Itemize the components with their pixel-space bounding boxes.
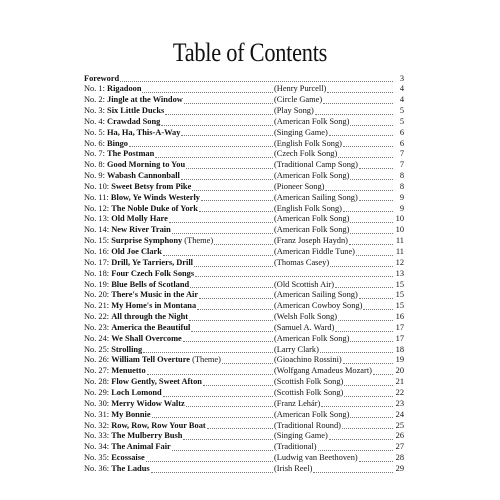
- toc-entry-number: No. 36:: [84, 463, 112, 473]
- toc-entry-number: No. 26:: [84, 355, 112, 365]
- toc-entry-number: No. 30:: [84, 398, 112, 408]
- toc-entry-source: (Franz Lehár): [274, 398, 321, 408]
- toc-entry-number: No. 20:: [84, 290, 112, 300]
- dot-leader: [350, 124, 393, 126]
- toc-entry-song-title: Row, Row, Row Your Boat: [111, 420, 206, 430]
- toc-entry-source: (American Folk Song): [274, 333, 350, 343]
- toc-entry-number: No. 5:: [84, 127, 108, 137]
- toc-entry-page-number: 3: [399, 73, 404, 83]
- toc-entry-source: (Gioachino Rossini): [274, 355, 342, 365]
- toc-entry-page-number: 5: [399, 116, 404, 126]
- toc-entry-number: No. 4:: [84, 116, 108, 126]
- toc-entry-song-title: Rigadoon: [107, 84, 142, 94]
- toc-entry-title: [84, 280, 189, 291]
- toc-entry[interactable]: [84, 345, 404, 356]
- toc-entry-source: (English Folk Song): [274, 138, 342, 148]
- toc-entry-number: No. 2:: [84, 95, 108, 105]
- toc-entry-number: No. 21:: [84, 301, 112, 311]
- toc-entry[interactable]: [84, 269, 404, 280]
- page-title: Table of Contents: [172, 38, 328, 67]
- toc-entry-number: No. 17:: [84, 257, 112, 267]
- dot-leader: [349, 243, 393, 245]
- dot-leader: [327, 91, 393, 93]
- toc-entry[interactable]: [84, 431, 404, 442]
- toc-entry-note: (Theme): [182, 236, 214, 246]
- dot-leader: [344, 395, 393, 397]
- toc-entry-song-title: Blue Bells of Scotland: [111, 279, 190, 289]
- toc-entry-number: No. 18:: [84, 268, 112, 278]
- toc-entry[interactable]: [84, 247, 404, 258]
- toc-entry-song-title: Sweet Betsy from Pike: [111, 181, 192, 191]
- toc-entry-page-number: 28: [395, 453, 404, 463]
- toc-entry-song-title: The Animal Fair: [111, 442, 171, 452]
- toc-entry[interactable]: [84, 377, 404, 388]
- toc-entry-title: [84, 312, 188, 323]
- toc-entry-song-title: Loch Lomond: [111, 387, 162, 397]
- toc-entry-number: No. 8:: [84, 160, 108, 170]
- dot-leader: [350, 416, 393, 418]
- toc-entry-source: (Welsh Folk Song): [274, 312, 338, 322]
- toc-entry-number: No. 33:: [84, 431, 112, 441]
- dot-leader: [163, 254, 273, 256]
- toc-entry[interactable]: [84, 421, 404, 432]
- dot-leader: [190, 286, 273, 288]
- toc-entry-song-title: Ecossaise: [111, 453, 145, 463]
- toc-entry-source: (Play Song): [274, 106, 314, 116]
- toc-entry-title: [84, 204, 198, 215]
- toc-entry-song-title: We Shall Overcome: [111, 333, 182, 343]
- toc-entry[interactable]: [84, 464, 404, 475]
- toc-entry-source: (Samuel A. Ward): [274, 322, 335, 332]
- toc-entry[interactable]: [84, 204, 404, 215]
- toc-entry-song-title: The Noble Duke of York: [111, 203, 198, 213]
- toc-entry-title: [84, 442, 171, 453]
- toc-entry-title: Foreword: [84, 73, 120, 83]
- toc-entry[interactable]: [84, 312, 404, 323]
- toc-entry-page-number: 11: [395, 236, 404, 246]
- toc-entry-page-number: 29: [395, 463, 404, 473]
- toc-entry[interactable]: [84, 442, 404, 453]
- toc-entry[interactable]: [84, 128, 404, 139]
- toc-entry-number: No. 10:: [84, 181, 112, 191]
- toc-entry-source: (Ludwig van Beethoven): [274, 453, 358, 463]
- toc-entry-title: [84, 345, 142, 356]
- toc-entry-source: (American Folk Song): [274, 171, 350, 181]
- toc-entry[interactable]: [84, 139, 404, 150]
- toc-entry-source: (Traditional Round): [274, 420, 341, 430]
- dot-leader: [359, 297, 393, 299]
- toc-entry-source: (Scottish Folk Song): [274, 387, 344, 397]
- toc-entry-source: (Wolfgang Amadeus Mozart): [274, 366, 372, 376]
- toc-entry-title: [84, 171, 180, 182]
- toc-entry-song-title: Ha, Ha, This-A-Way: [107, 127, 181, 137]
- toc-entry-title: [84, 193, 200, 204]
- dot-leader: [146, 460, 273, 462]
- toc-entry-page-number: 23: [395, 398, 404, 408]
- toc-entry-number: No. 14:: [84, 225, 112, 235]
- toc-entry-note: (Theme): [190, 355, 221, 365]
- toc-entry-page-number: 6: [399, 127, 404, 137]
- toc-entry-song-title: William Tell Overture: [111, 355, 191, 365]
- toc-entry[interactable]: [84, 366, 404, 377]
- toc-entry-page-number: 7: [399, 149, 404, 159]
- toc-entry-title: [84, 290, 198, 301]
- toc-entry-page-number: 26: [395, 431, 404, 441]
- toc-entry-number: No. 7:: [84, 149, 108, 159]
- toc-entry-page-number: 16: [395, 312, 404, 322]
- toc-entry-page-number: 17: [395, 333, 404, 343]
- toc-entry-song-title: Drill, Ye Tarriers, Drill: [111, 257, 194, 267]
- dot-leader: [186, 167, 273, 169]
- dot-leader: [183, 438, 273, 440]
- dot-leader: [359, 199, 393, 201]
- toc-entry[interactable]: [84, 355, 404, 366]
- toc-entry-page-number: 18: [395, 344, 404, 354]
- toc-entry-page-number: 20: [395, 366, 404, 376]
- toc-entry-song-title: The Postman: [107, 149, 155, 159]
- toc-entry-page-number: 17: [395, 322, 404, 332]
- dot-leader: [344, 384, 393, 386]
- dot-leader: [222, 362, 273, 364]
- dot-leader: [199, 297, 273, 299]
- dot-leader: [343, 145, 393, 147]
- toc-entry-source: (American Folk Song): [274, 225, 350, 235]
- toc-entry-title: [84, 106, 164, 117]
- toc-entry-song-title: My Bonnie: [111, 409, 151, 419]
- toc-entry[interactable]: [84, 149, 404, 160]
- toc-entry[interactable]: [84, 95, 404, 106]
- toc-entry-title: [84, 377, 202, 388]
- toc-entry-title: [84, 464, 150, 475]
- toc-entry-title: [84, 84, 141, 95]
- dot-leader: [191, 330, 273, 332]
- toc-entry-number: No. 15:: [84, 236, 112, 246]
- table-of-contents: [84, 74, 404, 475]
- dot-leader: [350, 232, 393, 234]
- toc-entry[interactable]: [84, 171, 404, 182]
- toc-entry-page-number: 9: [399, 192, 404, 202]
- toc-entry-page-number: 12: [395, 257, 404, 267]
- toc-entry-song-title: Good Morning to You: [107, 160, 186, 170]
- toc-entry-title: [84, 139, 128, 150]
- toc-entry[interactable]: [84, 193, 404, 204]
- toc-entry-source: (American Folk Song): [274, 116, 350, 126]
- dot-leader: [155, 156, 273, 158]
- toc-entry[interactable]: [84, 301, 404, 312]
- toc-entry[interactable]: [84, 117, 404, 128]
- toc-entry-song-title: Jingle at the Window: [107, 95, 183, 105]
- dot-leader: [373, 373, 393, 375]
- dot-leader: [129, 145, 273, 147]
- dot-leader: [329, 134, 393, 136]
- toc-entry-source: (Scottish Folk Song): [274, 377, 344, 387]
- toc-entry[interactable]: [84, 399, 404, 410]
- toc-entry-number: No. 1:: [84, 84, 108, 94]
- toc-entry-title: [84, 323, 190, 334]
- dot-leader: [172, 449, 273, 451]
- toc-entry-number: No. 16:: [84, 247, 112, 256]
- dot-leader: [203, 384, 273, 386]
- dot-leader: [184, 102, 273, 104]
- toc-entry-source: (Singing Game): [274, 431, 328, 441]
- toc-entry-number: No. 24:: [84, 333, 112, 343]
- toc-entry-source: (Traditional Camp Song): [274, 160, 358, 170]
- toc-entry-number: No. 27:: [84, 366, 112, 376]
- dot-leader: [321, 405, 393, 407]
- toc-entry-title: [84, 128, 180, 139]
- toc-entry-song-title: America the Beautiful: [111, 322, 191, 332]
- toc-entry-title: [84, 149, 154, 160]
- toc-entry-number: No. 35:: [84, 453, 112, 463]
- toc-entry-song-title: My Home's in Montana: [111, 301, 197, 311]
- dot-leader: [359, 167, 393, 169]
- toc-entry-title: [84, 355, 221, 366]
- toc-entry-song-title: Four Czech Folk Songs: [111, 268, 195, 278]
- toc-entry-source: (American Sailing Song): [274, 192, 358, 202]
- toc-entry-title: [84, 410, 151, 421]
- toc-entry-title: [84, 258, 193, 269]
- toc-entry-source: (Czech Folk Song): [274, 149, 338, 159]
- dot-leader: [359, 460, 393, 462]
- toc-entry[interactable]: [84, 214, 404, 225]
- toc-entry[interactable]: [84, 160, 404, 171]
- toc-entry-title: [84, 160, 185, 171]
- dot-leader: [169, 221, 273, 223]
- toc-entry-title: [84, 388, 162, 399]
- toc-entry-source: (Old Scottish Air): [274, 279, 335, 289]
- toc-entry-number: No. 22:: [84, 312, 112, 322]
- dot-leader: [186, 405, 273, 407]
- dot-leader: [163, 395, 273, 397]
- dot-leader: [320, 351, 393, 353]
- dot-leader: [147, 373, 273, 375]
- toc-entry-song-title: The Mulberry Bush: [111, 431, 183, 441]
- dot-leader: [189, 319, 273, 321]
- dot-leader: [350, 340, 393, 342]
- dot-leader: [152, 416, 273, 418]
- toc-entry-source: (American Sailing Song): [274, 290, 358, 300]
- dot-leader: [183, 340, 273, 342]
- dot-leader: [313, 471, 393, 473]
- toc-entry[interactable]: [84, 453, 404, 464]
- toc-entry-page-number: 13: [395, 268, 404, 278]
- dot-leader: [142, 91, 273, 93]
- toc-entry-song-title: There's Music in the Air: [111, 290, 199, 300]
- dot-leader: [343, 210, 393, 212]
- toc-entry-page-number: 7: [399, 160, 404, 170]
- toc-entry-title: [84, 236, 213, 247]
- toc-entry-page-number: 11: [395, 247, 404, 256]
- dot-leader: [207, 427, 273, 429]
- toc-entry-page-number: 21: [395, 377, 404, 387]
- toc-entry-song-title: Crawdad Song: [107, 116, 161, 126]
- dot-leader: [199, 210, 273, 212]
- toc-entry-page-number: 15: [395, 279, 404, 289]
- dot-leader: [335, 330, 393, 332]
- toc-entry-song-title: Old Joe Clark: [111, 247, 162, 256]
- toc-entry-title: [84, 421, 206, 432]
- toc-entry-number: No. 31:: [84, 409, 112, 419]
- toc-entry-song-title: Strolling: [111, 344, 143, 354]
- toc-entry-page-number: 8: [399, 181, 404, 191]
- toc-entry-page-number: 4: [399, 95, 404, 105]
- toc-entry-page-number: 22: [395, 387, 404, 397]
- toc-entry-song-title: Merry Widow Waltz: [111, 398, 185, 408]
- toc-entry-page-number: 27: [395, 442, 404, 452]
- toc-entry-song-title: The Ladus: [111, 463, 150, 473]
- toc-entry-title: [84, 453, 145, 464]
- toc-entry-number: No. 12:: [84, 203, 112, 213]
- dot-leader: [342, 427, 393, 429]
- toc-entry-source: (English Folk Song): [274, 203, 342, 213]
- toc-entry-page-number: 15: [395, 290, 404, 300]
- dot-leader: [192, 189, 273, 191]
- toc-entry-title: [84, 247, 162, 258]
- dot-leader: [181, 178, 273, 180]
- toc-entry-source: (Franz Joseph Haydn): [274, 236, 348, 246]
- toc-entry-title: [84, 214, 168, 225]
- dot-leader: [197, 308, 273, 310]
- toc-entry-page-number: 5: [399, 106, 404, 116]
- toc-entry-page-number: 6: [399, 138, 404, 148]
- toc-entry[interactable]: [84, 236, 404, 247]
- dot-leader: [181, 134, 273, 136]
- toc-entry[interactable]: [84, 182, 404, 193]
- dot-leader: [165, 113, 273, 115]
- toc-entry[interactable]: [84, 334, 404, 345]
- toc-entry-source: (American Folk Song): [274, 214, 350, 224]
- toc-entry-number: No. 25:: [84, 344, 112, 354]
- toc-entry[interactable]: [84, 280, 404, 291]
- toc-entry-source: (Traditional): [274, 442, 317, 452]
- toc-entry-number: No. 29:: [84, 387, 112, 397]
- dot-leader: [214, 243, 273, 245]
- dot-leader: [330, 265, 393, 267]
- toc-entry[interactable]: [84, 290, 404, 301]
- dot-leader: [350, 178, 393, 180]
- toc-entry-song-title: Bingo: [107, 138, 128, 148]
- toc-entry-song-title: Six Little Ducks: [107, 106, 165, 116]
- toc-entry-source: (Thomas Casey): [274, 257, 330, 267]
- dot-leader: [315, 113, 393, 115]
- dot-leader: [151, 471, 273, 473]
- dot-leader: [201, 199, 273, 201]
- dot-leader: [338, 319, 393, 321]
- dot-leader: [329, 438, 393, 440]
- dot-leader: [338, 156, 393, 158]
- toc-entry-page-number: 15: [395, 301, 404, 311]
- toc-entry-page-number: 4: [399, 84, 404, 94]
- toc-entry-title: [84, 95, 183, 106]
- toc-entry[interactable]: [84, 225, 404, 236]
- toc-entry-page-number: 8: [399, 171, 404, 181]
- toc-entry-number: No. 6:: [84, 138, 108, 148]
- toc-entry-page-number: 9: [399, 203, 404, 213]
- dot-leader: [120, 80, 393, 82]
- toc-entry-song-title: Menuetto: [111, 366, 146, 376]
- toc-entry[interactable]: [84, 74, 404, 85]
- dot-leader: [335, 286, 393, 288]
- dot-leader: [363, 308, 393, 310]
- toc-entry-page-number: 10: [395, 225, 404, 235]
- toc-entry-title: [84, 334, 182, 345]
- toc-entry-title: [84, 399, 185, 410]
- toc-entry-source: (Circle Game): [274, 95, 323, 105]
- toc-entry-page-number: 24: [395, 409, 404, 419]
- toc-entry-song-title: Old Molly Hare: [111, 214, 168, 224]
- toc-entry-number: No. 23:: [84, 322, 112, 332]
- toc-entry-source: (Pioneer Song): [274, 181, 325, 191]
- toc-entry[interactable]: [84, 84, 404, 95]
- dot-leader: [325, 189, 393, 191]
- toc-entry-number: No. 32:: [84, 420, 112, 430]
- dot-leader: [343, 362, 393, 364]
- toc-entry-song-title: Flow Gently, Sweet Afton: [111, 377, 202, 387]
- toc-entry-source: (Henry Purcell): [274, 84, 327, 94]
- toc-entry[interactable]: [84, 106, 404, 117]
- dot-leader: [143, 351, 273, 353]
- toc-entry-number: No. 9:: [84, 171, 108, 181]
- dot-leader: [195, 275, 393, 277]
- dot-leader: [350, 221, 393, 223]
- toc-entry-page-number: 19: [395, 355, 404, 365]
- toc-entry-source: (Irish Reel): [274, 463, 313, 473]
- dot-leader: [356, 254, 393, 256]
- dot-leader: [161, 124, 273, 126]
- toc-entry-song-title: All through the Night: [111, 312, 189, 322]
- toc-entry-source: (American Folk Song): [274, 409, 350, 419]
- toc-entry-number: No. 28:: [84, 377, 112, 387]
- toc-entry-song-title: Blow, Ye Winds Westerly: [110, 192, 200, 202]
- toc-entry-title: [84, 225, 171, 236]
- toc-entry-title: [84, 182, 191, 193]
- toc-entry-number: No. 13:: [84, 214, 112, 224]
- toc-entry-title: [84, 431, 182, 442]
- toc-entry-title: [84, 366, 146, 377]
- dot-leader: [194, 265, 273, 267]
- toc-entry-number: No. 34:: [84, 442, 112, 452]
- toc-entry-number: No. 3:: [84, 106, 108, 116]
- toc-entry-title: [84, 117, 160, 128]
- toc-entry[interactable]: [84, 388, 404, 399]
- dot-leader: [323, 102, 393, 104]
- toc-entry-title: [84, 269, 194, 280]
- toc-entry-number: No. 19:: [84, 279, 112, 289]
- toc-entry-source: (American Fiddle Tune): [274, 247, 355, 256]
- toc-entry[interactable]: [84, 323, 404, 334]
- dot-leader: [172, 232, 273, 234]
- toc-entry-page-number: 10: [395, 214, 404, 224]
- toc-entry-song-title: Surprise Symphony: [111, 236, 183, 246]
- toc-entry-source: (Larry Clark): [274, 344, 319, 354]
- toc-entry-title: [84, 301, 196, 312]
- toc-entry-song-title: Wabash Cannonball: [107, 171, 180, 181]
- dot-leader: [318, 449, 394, 451]
- toc-entry-page-number: 25: [395, 420, 404, 430]
- toc-entry[interactable]: [84, 258, 404, 269]
- toc-entry-number: No. 11:: [84, 192, 111, 202]
- toc-entry-source: (Singing Game): [274, 127, 328, 137]
- toc-entry[interactable]: [84, 410, 404, 421]
- toc-entry-song-title: New River Train: [111, 225, 171, 235]
- toc-entry-source: (American Cowboy Song): [274, 301, 363, 311]
